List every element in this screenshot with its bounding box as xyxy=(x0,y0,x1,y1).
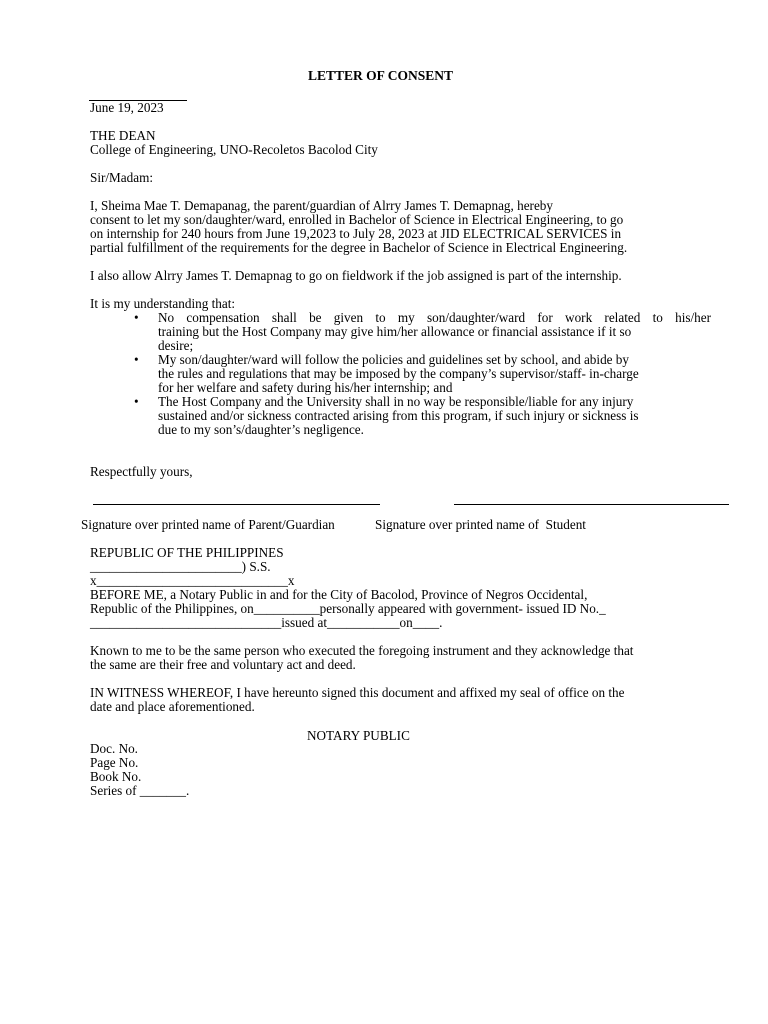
book-no: Book No. xyxy=(90,769,142,784)
addressee-title: THE DEAN xyxy=(90,128,156,143)
salutation: Sir/Madam: xyxy=(90,170,154,185)
bullet-3-line-3: due to my son’s/daughter’s negligence. xyxy=(158,422,364,437)
student-signature-line xyxy=(454,504,729,505)
letter-date: June 19, 2023 xyxy=(90,100,164,115)
doc-no: Doc. No. xyxy=(90,741,138,756)
fieldwork-paragraph: I also allow Alrry James T. Demapnag to go on fieldwork if the job assigned is part of the internship. xyxy=(90,268,622,283)
bullet-1-line-3: desire; xyxy=(158,338,194,353)
bullet-marker: • xyxy=(134,310,139,325)
notary-witness-line-1: IN WITNESS WHEREOF, I have hereunto signed this document and affixed my seal of office on the xyxy=(90,685,625,700)
addressee-institution: College of Engineering, UNO-Recoletos Bacolod City xyxy=(90,142,378,157)
understanding-intro: It is my understanding that: xyxy=(90,296,236,311)
notary-witness-line-2: date and place aforementioned. xyxy=(90,699,255,714)
bullet-3-line-1: The Host Company and the University shall in no way be responsible/liable for any injury xyxy=(158,394,634,409)
bullet-2-line-1: My son/daughter/ward will follow the policies and guidelines set by school, and abide by xyxy=(158,352,629,367)
notary-known-line-1: Known to me to be the same person who executed the foregoing instrument and they acknowledge that xyxy=(90,643,634,658)
notary-known-line-2: the same are their free and voluntary act and deed. xyxy=(90,657,356,672)
notary-public-label: NOTARY PUBLIC xyxy=(307,728,410,743)
student-signature-label: Signature over printed name of Student xyxy=(375,517,586,532)
notary-republic: REPUBLIC OF THE PHILIPPINES xyxy=(90,545,284,560)
page-no: Page No. xyxy=(90,755,139,770)
bullet-marker: • xyxy=(134,394,139,409)
bullet-2-line-2: the rules and regulations that may be imposed by the company’s supervisor/staff- in-charge xyxy=(158,366,639,381)
bullet-1-line-1: No compensation shall be given to my son/daughter/ward for work related to his/her xyxy=(158,310,711,325)
bullet-3-line-2: sustained and/or sickness contracted arising from this program, if such injury or sickness is xyxy=(158,408,639,423)
bullet-1-line-2: training but the Host Company may give him/her allowance or financial assistance if it so xyxy=(158,324,632,339)
parent-signature-line xyxy=(93,504,380,505)
notary-ss-line: _______________________) S.S. xyxy=(90,559,271,574)
bullet-2-line-3: for her welfare and safety during his/her internship; and xyxy=(158,380,453,395)
consent-paragraph-line-1: I, Sheima Mae T. Demapanag, the parent/guardian of Alrry James T. Demapnag, hereby xyxy=(90,198,553,213)
notary-before-me-line-1: BEFORE ME, a Notary Public in and for the City of Bacolod, Province of Negros Occidental, xyxy=(90,587,588,602)
parent-signature-label: Signature over printed name of Parent/Guardian xyxy=(81,517,335,532)
notary-x-line: x_____________________________x xyxy=(90,573,295,588)
document-title: LETTER OF CONSENT xyxy=(308,68,454,83)
consent-paragraph-line-2: consent to let my son/daughter/ward, enrolled in Bachelor of Science in Electrical Engineering, to go xyxy=(90,212,624,227)
notary-before-me-line-2: Republic of the Philippines, on__________personally appeared with government- issued ID No._ xyxy=(90,601,606,616)
consent-paragraph-line-4: partial fulfillment of the requirements for the degree in Bachelor of Science in Electrical Engineering. xyxy=(90,240,628,255)
series-of: Series of _______. xyxy=(90,783,190,798)
notary-before-me-line-3: _____________________________issued at___________on____. xyxy=(90,615,443,630)
bullet-marker: • xyxy=(134,352,139,367)
consent-paragraph-line-3: on internship for 240 hours from June 19,2023 to July 28, 2023 at JID ELECTRICAL SERVICES in xyxy=(90,226,622,241)
closing: Respectfully yours, xyxy=(90,464,193,479)
